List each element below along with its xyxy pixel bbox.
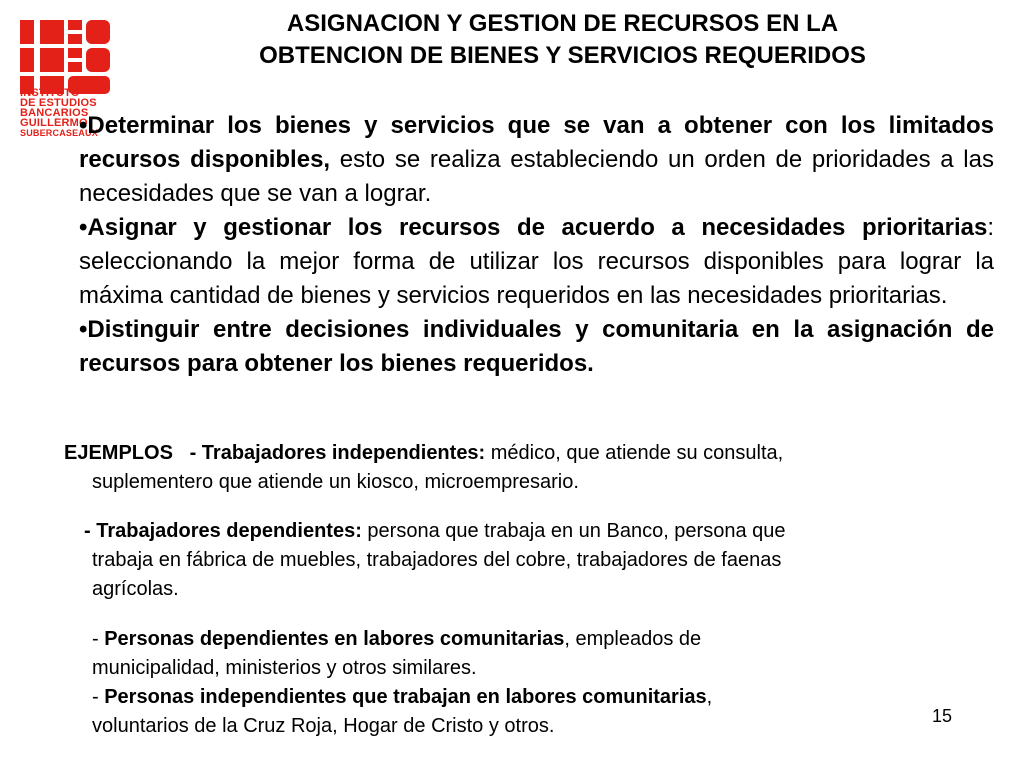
example-3-cont: municipalidad, ministerios y otros similares. [92, 657, 477, 679]
bullet-text: esto se realiza estableciendo un orden de prioridades a las necesidades que se van a lograr. [79, 146, 994, 207]
logo-line-3: BANCARIOS [20, 107, 89, 119]
bullet-bold-text: •Determinar los bienes y servicios que se van a obtener con los limitados recursos disponibles, [79, 112, 994, 173]
example-1-text: médico, que atiende su consulta, [485, 442, 784, 464]
example-4-dash: - [92, 686, 105, 708]
example-3-text: , empleados de [564, 628, 702, 650]
example-2-bold: - Trabajadores dependientes: [84, 520, 362, 542]
bullet-item [79, 109, 994, 211]
page-number: 15 [932, 706, 953, 726]
title-line-1: ASIGNACION Y GESTION DE RECURSOS EN LA [286, 10, 839, 37]
examples-label: EJEMPLOS [64, 442, 173, 464]
bullet-item [79, 211, 994, 313]
bullet-bold-text: •Asignar y gestionar los recursos de acuerdo a necesidades prioritarias [79, 214, 988, 241]
logo-line-2: DE ESTUDIOS [20, 97, 97, 109]
logo-line-5: SUBERCASEAUX [20, 128, 98, 138]
example-3 [92, 625, 712, 741]
example-2-cont-2: agrícolas. [92, 578, 179, 600]
logo-line-1: INSTITUTO [20, 87, 80, 99]
example-2-text: persona que trabaja en un Banco, persona que [361, 520, 786, 542]
bullet-list [79, 109, 994, 381]
bullet-text: : seleccionando la mejor forma de utilizar los recursos disponibles para lograr la máxima cantidad de bienes y servicios requeridos en las necesidades prioritarias. [79, 214, 994, 309]
example-3-bold: Personas dependientes en labores comunitarias [104, 628, 565, 650]
bullet-bold-text: •Distinguir entre decisiones individuales y comunitaria en la asignación de recursos para obtener los bienes requeridos. [79, 316, 994, 377]
example-1 [64, 439, 783, 497]
bullet-item [79, 313, 994, 381]
example-4-text: , [706, 686, 713, 708]
example-4-cont: voluntarios de la Cruz Roja, Hogar de Cristo y otros. [92, 715, 555, 737]
example-3-dash: - [92, 628, 105, 650]
example-1-bold: - Trabajadores independientes: [189, 442, 486, 464]
title-line-2: OBTENCION DE BIENES Y SERVICIOS REQUERIDOS [259, 42, 866, 69]
logo-line-4: GUILLERMO [20, 117, 88, 129]
example-2 [84, 517, 786, 604]
example-4-bold: Personas independientes que trabajan en labores comunitarias [104, 686, 707, 708]
example-1-cont: suplementero que atiende un kiosco, microempresario. [92, 471, 579, 493]
example-2-cont-1: trabaja en fábrica de muebles, trabajadores del cobre, trabajadores de faenas [92, 549, 782, 571]
slide-title [150, 8, 975, 72]
